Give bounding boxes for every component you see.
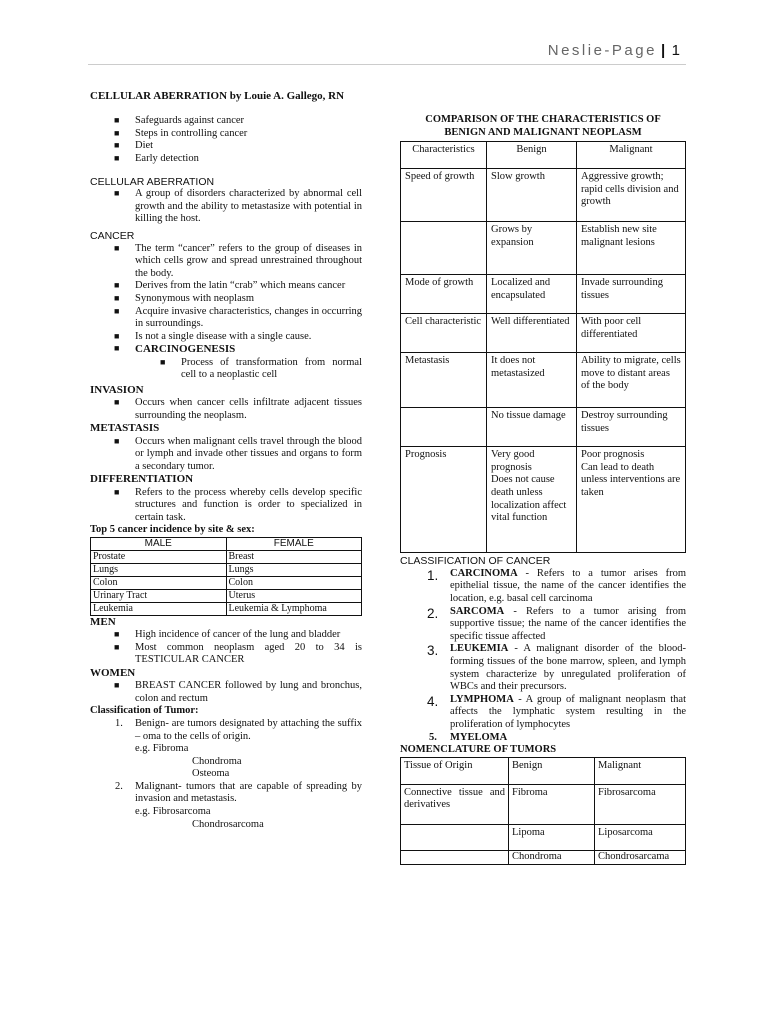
table-cell: Leukemia & Lymphoma	[226, 602, 362, 615]
list-item	[400, 694, 686, 732]
nomenclature-table	[400, 757, 686, 865]
differentiation-list	[90, 487, 362, 525]
item-example: Chondrosarcoma	[192, 818, 264, 830]
list-item: ■ Safeguards against cancer	[90, 115, 362, 128]
section-heading-cellular-aberration: CELLULAR ABERRATION	[90, 175, 215, 188]
item-text: - A malignant disorder of the blood-forming tissues of the bone marrow, spleen, and lymph system characterize by unregulated proliferation of WBCs and their precursors.	[450, 643, 686, 693]
cellular-aberration-list	[90, 188, 362, 226]
left-column	[90, 90, 362, 831]
table-row	[91, 576, 362, 589]
table-row	[401, 314, 686, 353]
table-header-cell: Characteristics	[401, 142, 487, 169]
table-cell: No tissue damage	[487, 408, 577, 447]
table-cell: Lungs	[91, 563, 227, 576]
list-item	[90, 781, 362, 831]
carcinogenesis-label: CARCINOGENESIS	[135, 343, 236, 356]
top5-heading: Top 5 cancer incidence by site & sex:	[90, 524, 255, 536]
list-item: ■ The term “cancer” refers to the group of diseases in which cells grow and spread unrestrained throughout the body.	[90, 243, 362, 281]
invasion-list	[90, 397, 362, 422]
list-item: ■ Diet	[90, 140, 362, 153]
list-item: ■ Acquire invasive characteristics, changes in occurring in surroundings.	[90, 306, 362, 331]
item-example: Osteoma	[192, 768, 230, 780]
item-text: Benign- are tumors designated by attaching the suffix – oma to the cells of origin.	[135, 717, 362, 742]
table-cell: Uterus	[226, 589, 362, 602]
table-cell: Colon	[91, 576, 227, 589]
item-number: 2.	[427, 605, 439, 621]
table-header-cell: Malignant	[595, 757, 686, 784]
page-number: 1	[671, 42, 680, 59]
comparison-title	[400, 114, 686, 139]
table-row	[91, 550, 362, 563]
list-item: ■ Early detection	[90, 153, 362, 166]
table-header-row	[91, 537, 362, 550]
table-cell: Metastasis	[401, 353, 487, 408]
list-item: ■ Process of transformation from normal cell to a neoplastic cell	[90, 357, 362, 382]
item-text: Malignant- tumors that are capable of spreading by invasion and metastasis.	[135, 780, 362, 805]
table-header-row	[401, 757, 686, 784]
table-cell: Speed of growth	[401, 169, 487, 222]
item-term: SARCOMA	[450, 605, 505, 617]
table-cell: Localized and encapsulated	[487, 275, 577, 314]
cancer-list	[90, 243, 362, 357]
table-header-cell: MALE	[91, 537, 227, 550]
list-item: ■ High incidence of cancer of the lung and bladder	[90, 629, 362, 642]
item-text: - Refers to a tumor arising from supportive tissue; the name of the cancer identifies the specific tissue affected	[450, 605, 686, 642]
table-row	[401, 784, 686, 824]
list-item: ■ Occurs when cancer cells infiltrate adjacent tissues surrounding the neoplasm.	[90, 397, 362, 422]
table-cell: Liposarcoma	[595, 824, 686, 850]
list-item: ■ Occurs when malignant cells travel through the blood or lymph and invade other tissues and organs to form a secondary tumor.	[90, 436, 362, 474]
page-header: Neslie-Page | 1	[547, 42, 680, 59]
table-cell: Urinary Tract	[91, 589, 227, 602]
list-item: ■ Derives from the latin “crab” which means cancer	[90, 280, 362, 293]
table-cell: Breast	[226, 550, 362, 563]
comparison-title-line: BENIGN AND MALIGNANT NEOPLASM	[444, 126, 642, 138]
item-term: CARCINOMA	[450, 567, 518, 579]
table-row	[401, 447, 686, 553]
table-cell: Mode of growth	[401, 275, 487, 314]
item-example: e.g. Fibroma	[135, 743, 189, 755]
intro-list	[90, 115, 362, 165]
table-cell: Chondroma	[509, 850, 595, 864]
table-header-cell: Benign	[487, 142, 577, 169]
item-number: 3.	[427, 643, 439, 659]
table-header-cell: Benign	[509, 757, 595, 784]
table-cell: Fibroma	[509, 784, 595, 824]
table-cell: Very good prognosis Does not cause death unless localization affect vital function	[487, 447, 577, 553]
table-header-cell: FEMALE	[226, 537, 362, 550]
table-cell: Poor prognosis Can lead to death unless interventions are taken	[577, 447, 686, 553]
item-term: LEUKEMIA	[450, 643, 509, 655]
table-cell: Slow growth	[487, 169, 577, 222]
section-heading-metastasis: METASTASIS	[90, 422, 160, 435]
list-item	[400, 643, 686, 693]
item-text: - Refers to a tumor arises from epithelial tissue, the name of the cancer identifies the location, e.g. basal cell carcinoma	[450, 567, 686, 604]
list-item: ■ Steps in controlling cancer	[90, 128, 362, 141]
table-cell: Connective tissue and derivatives	[401, 784, 509, 824]
table-cell	[401, 408, 487, 447]
table-cell: Colon	[226, 576, 362, 589]
item-number: 1.	[115, 717, 123, 729]
table-row	[91, 589, 362, 602]
item-example: e.g. Fibrosarcoma	[135, 806, 211, 818]
list-item	[400, 568, 686, 606]
table-cell: Well differentiated	[487, 314, 577, 353]
table-header-cell: Tissue of Origin	[401, 757, 509, 784]
item-term: MYELOMA	[450, 731, 508, 743]
table-cell: Ability to migrate, cells move to distant areas of the body	[577, 353, 686, 408]
list-item	[400, 732, 686, 745]
right-column	[400, 114, 686, 865]
header-name: Neslie-Page	[547, 42, 657, 59]
table-cell	[401, 824, 509, 850]
table-row	[91, 563, 362, 576]
table-cell: Grows by expansion	[487, 222, 577, 275]
item-number: 1.	[427, 567, 439, 583]
table-cell: Chondrosarcama	[595, 850, 686, 864]
table-header-row	[401, 142, 686, 169]
list-item: ■ BREAST CANCER followed by lung and bronchus, colon and rectum	[90, 680, 362, 705]
table-cell: Lipoma	[509, 824, 595, 850]
list-item	[90, 718, 362, 781]
table-row	[91, 602, 362, 615]
tumor-classification-heading: Classification of Tumor:	[90, 705, 199, 717]
cancer-classification-heading: CLASSIFICATION OF CANCER	[400, 555, 551, 568]
list-item: ■ Synonymous with neoplasm	[90, 293, 362, 306]
item-text: - A group of malignant neoplasm that affects the lymphatic system resulting in the proliferation of lymphocytes	[450, 693, 686, 730]
table-cell: Establish new site malignant lesions	[577, 222, 686, 275]
list-item: ■ Most common neoplasm aged 20 to 34 is TESTICULAR CANCER	[90, 642, 362, 667]
list-item	[400, 606, 686, 644]
comparison-table	[400, 141, 686, 553]
list-item: ■ Refers to the process whereby cells develop specific structures and function is order to specialized in certain task.	[90, 487, 362, 525]
table-cell: Destroy surrounding tissues	[577, 408, 686, 447]
list-item: ■ A group of disorders characterized by abnormal cell growth and the ability to metastasize with potential in killing the host.	[90, 188, 362, 226]
item-number: 2.	[115, 780, 123, 792]
section-heading-cancer: CANCER	[90, 229, 135, 242]
section-heading-invasion: INVASION	[90, 384, 144, 397]
table-cell: Aggressive growth; rapid cells division and growth	[577, 169, 686, 222]
table-row	[401, 222, 686, 275]
nomenclature-heading: NOMENCLATURE OF TUMORS	[400, 744, 557, 756]
table-cell: Cell characteristic	[401, 314, 487, 353]
header-divider	[88, 64, 686, 65]
cancer-classification-list	[400, 568, 686, 744]
table-cell: It does not metastasized	[487, 353, 577, 408]
table-row	[401, 850, 686, 864]
table-cell: Invade surrounding tissues	[577, 275, 686, 314]
tumor-classification-list	[90, 718, 362, 831]
metastasis-list	[90, 436, 362, 474]
table-row	[401, 824, 686, 850]
carcinogenesis-item	[90, 343, 362, 357]
table-cell: With poor cell differentiated	[577, 314, 686, 353]
table-row	[401, 275, 686, 314]
section-heading-differentiation: DIFFERENTIATION	[90, 473, 194, 486]
table-cell: Prognosis	[401, 447, 487, 553]
top5-table	[90, 537, 362, 616]
list-item: ■ Is not a single disease with a single cause.	[90, 331, 362, 344]
item-term: LYMPHOMA	[450, 693, 514, 705]
table-row	[401, 169, 686, 222]
table-cell: Leukemia	[91, 602, 227, 615]
table-cell: Fibrosarcoma	[595, 784, 686, 824]
table-row	[401, 353, 686, 408]
table-cell	[401, 850, 509, 864]
section-heading-women: WOMEN	[90, 666, 136, 679]
men-list	[90, 629, 362, 667]
carcinogenesis-list	[90, 357, 362, 382]
item-number: 5.	[429, 731, 437, 743]
table-cell: Lungs	[226, 563, 362, 576]
item-number: 4.	[427, 693, 439, 709]
women-list	[90, 680, 362, 705]
table-cell	[401, 222, 487, 275]
item-example: Chondroma	[192, 755, 242, 767]
table-header-cell: Malignant	[577, 142, 686, 169]
document-title: CELLULAR ABERRATION by Louie A. Gallego, RN	[90, 90, 345, 102]
comparison-title-line: COMPARISON OF THE CHARACTERISTICS OF	[425, 114, 661, 125]
table-cell: Prostate	[91, 550, 227, 563]
section-heading-men: MEN	[90, 615, 116, 628]
table-row	[401, 408, 686, 447]
